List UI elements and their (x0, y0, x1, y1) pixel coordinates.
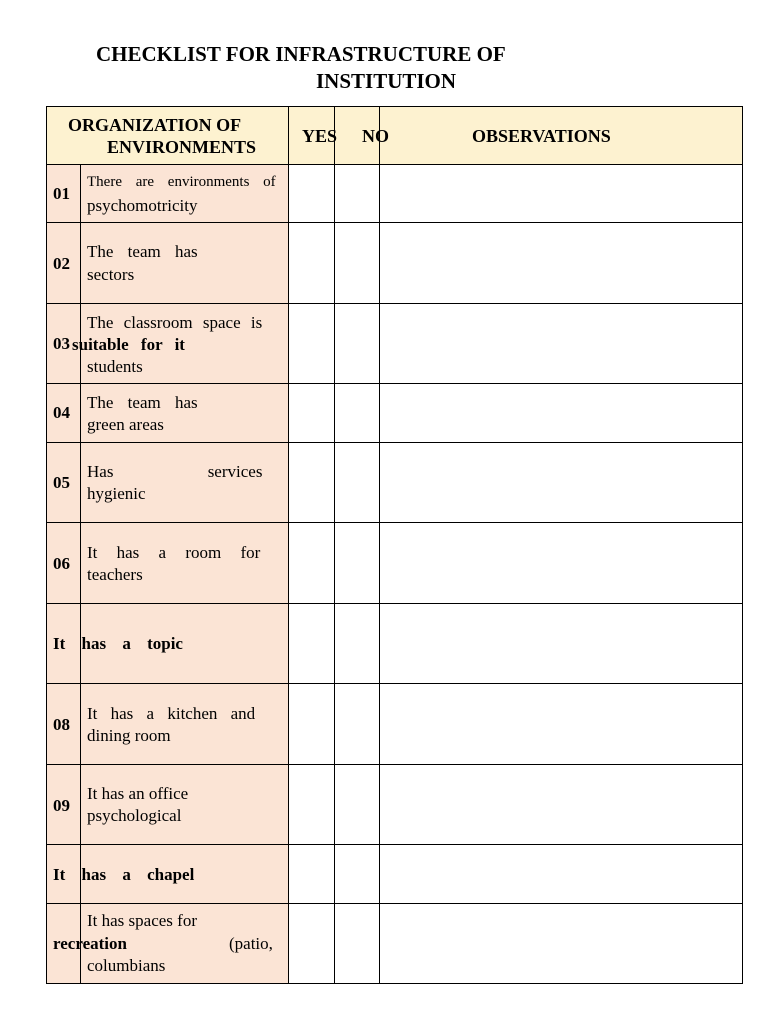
row-text-line1: It has a kitchen and (87, 704, 256, 723)
row-text-line1: It has a topic (53, 634, 183, 653)
row-text-line2: sectors (87, 265, 135, 284)
row-text-line1: It has a room for (87, 543, 261, 562)
row-text-line2: teachers (87, 565, 143, 584)
observations-cell[interactable] (380, 165, 742, 222)
row-text-line2: psychological (87, 806, 182, 825)
no-cell[interactable] (335, 165, 379, 222)
row-number: 08 (53, 715, 70, 734)
row-text-line1: There are environments of (87, 174, 276, 190)
row-text-line2b: (patio, (229, 934, 273, 953)
row-text-line1: The team has (87, 393, 198, 412)
row-text-line1: The team has (87, 242, 198, 261)
yes-cell[interactable] (289, 165, 334, 222)
header-organization-line2: ENVIRONMENTS (107, 137, 257, 157)
document-title-line1: CHECKLIST FOR INFRASTRUCTURE OF (96, 42, 506, 66)
row-number: 03 (53, 334, 70, 353)
row-text-line1: It has spaces for (87, 911, 197, 930)
row-number: 09 (53, 796, 70, 815)
header-organization-line1: ORGANIZATION OF (68, 115, 242, 135)
header-observations: OBSERVATIONS (472, 126, 611, 146)
row-text-line3: columbians (87, 956, 166, 975)
row-text-line2: green areas (87, 415, 164, 434)
row-text-line1: It has an office (87, 784, 189, 803)
row-number: 05 (53, 473, 70, 492)
item-column-background (46, 164, 289, 984)
header-yes: YES (302, 126, 338, 146)
row-number: 01 (53, 184, 70, 203)
row-text-line1: The classroom space is (87, 313, 263, 332)
row-text-line2: hygienic (87, 484, 146, 503)
row-number: 04 (53, 403, 70, 422)
row-text-line1: Has services (87, 462, 263, 481)
row-text-line2: suitable for it (72, 335, 185, 354)
header-no: NO (362, 126, 389, 146)
row-number: 06 (53, 554, 70, 573)
row-number: 02 (53, 254, 70, 273)
row-text-line2: psychomotricity (87, 196, 198, 215)
row-text-line1: It has a chapel (53, 865, 195, 884)
row-text-line2: dining room (87, 726, 171, 745)
row-text-line2a: recreation (53, 934, 127, 953)
document-title-line2: INSTITUTION (316, 69, 457, 93)
row-text-line3: students (87, 357, 143, 376)
